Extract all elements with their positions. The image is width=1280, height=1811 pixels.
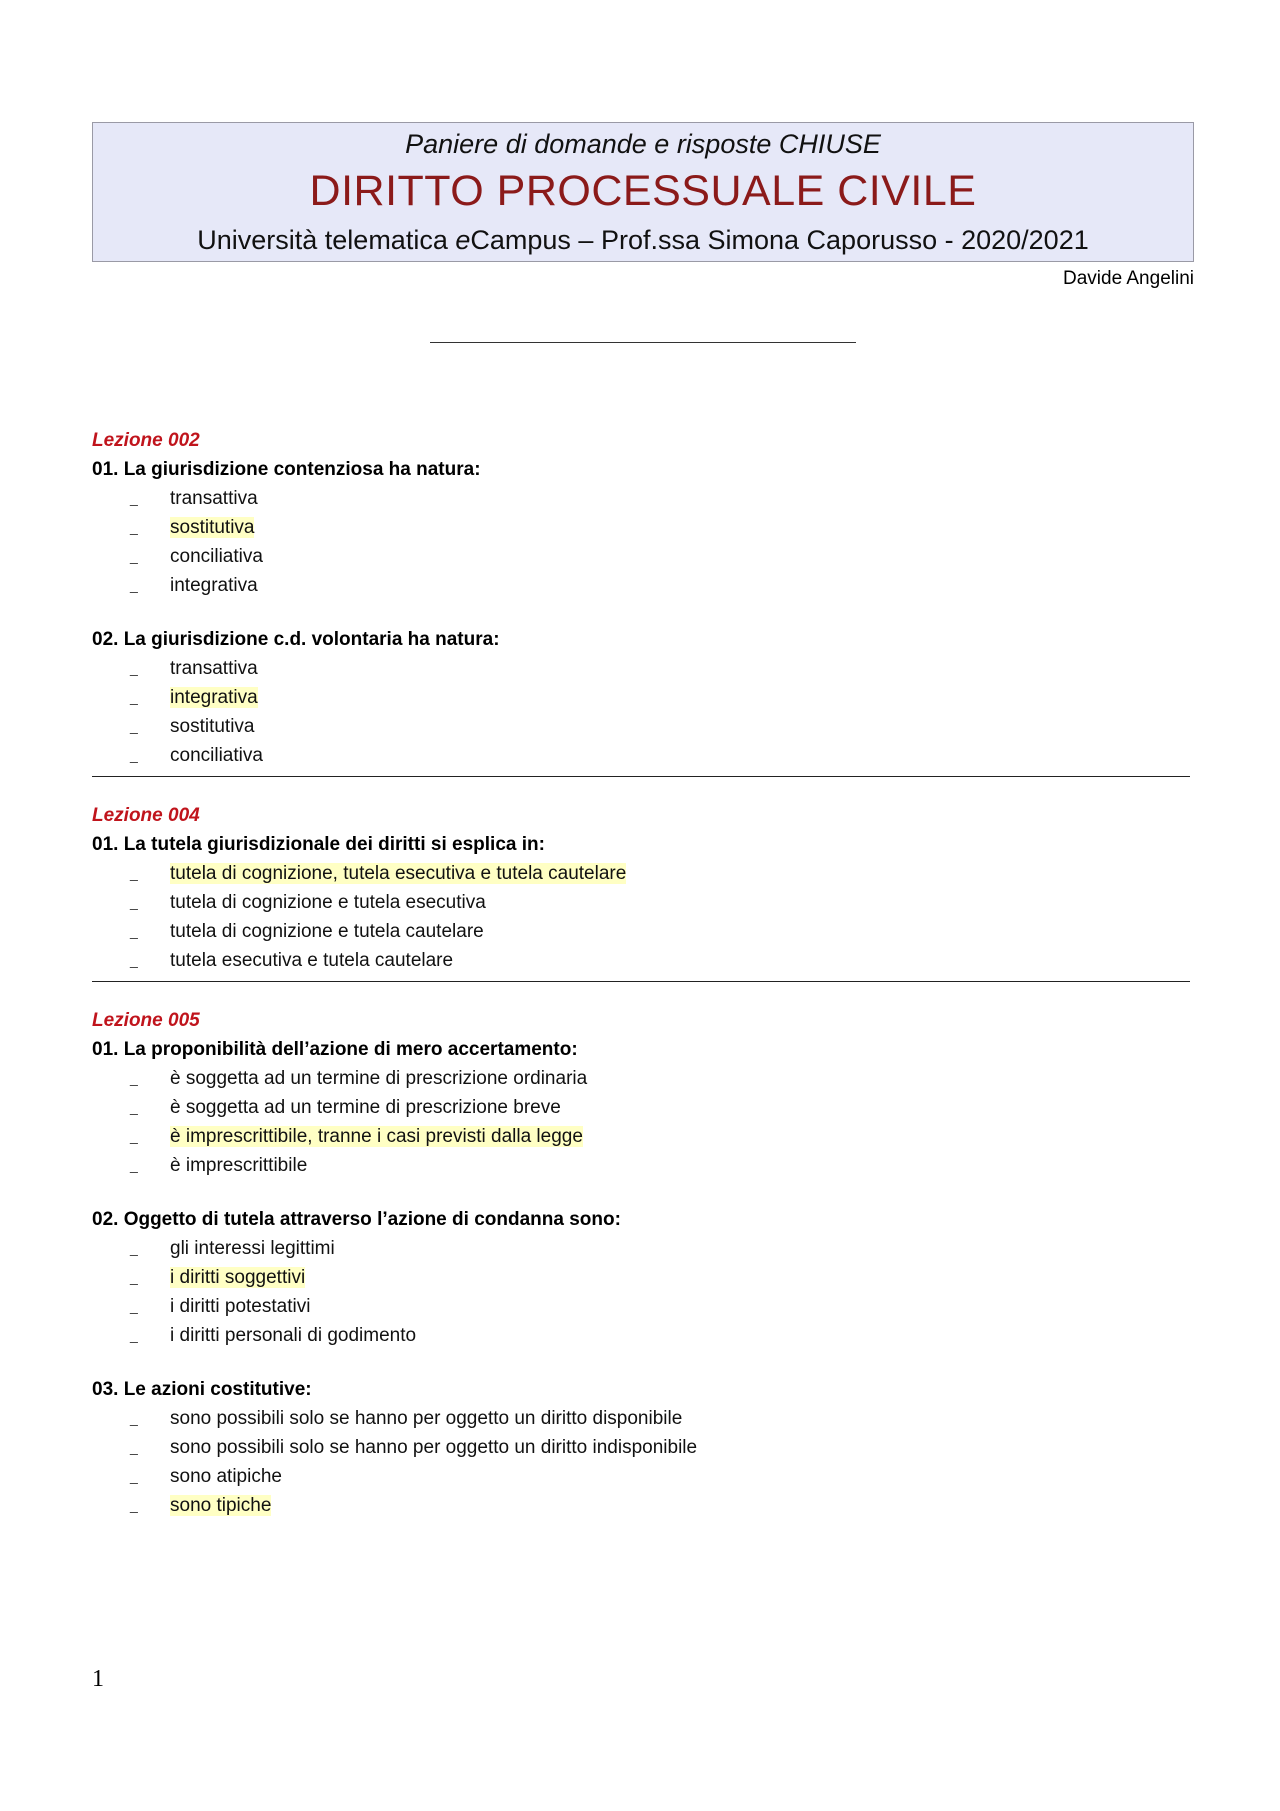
answer-item (130, 1234, 1192, 1263)
section-divider (92, 981, 1190, 982)
answer-item (130, 888, 1192, 917)
answer-item (130, 683, 1192, 712)
answer-item (130, 917, 1192, 946)
header-subtitle (93, 129, 1193, 160)
answer-item (130, 1462, 1192, 1491)
answer-item (130, 1064, 1192, 1093)
section-divider (92, 776, 1190, 777)
dash-bullet-icon: _ (130, 1240, 138, 1256)
header-university (93, 225, 1193, 256)
answer-item (130, 1093, 1192, 1122)
answer-item (130, 859, 1192, 888)
answer-item (130, 946, 1192, 975)
question-text: 01. La giurisdizione contenziosa ha natura: (92, 459, 481, 480)
answer-item (130, 1151, 1192, 1180)
dash-bullet-icon: _ (130, 894, 138, 910)
answer-text: sono possibili solo se hanno per oggetto un diritto disponibile (170, 1408, 683, 1429)
answer-item (130, 1491, 1192, 1520)
correct-answer-text: tutela di cognizione, tutela esecutiva e tutela cautelare (170, 863, 627, 884)
correct-answer-text: sono tipiche (170, 1495, 272, 1516)
dash-bullet-icon: _ (130, 1099, 138, 1115)
dash-bullet-icon: _ (130, 577, 138, 593)
dash-bullet-icon: _ (130, 490, 138, 506)
header-subtitle-emphasis: CHIUSE (778, 129, 881, 159)
answer-text: sostitutiva (170, 716, 255, 737)
dash-bullet-icon: _ (130, 689, 138, 705)
answer-text: sono possibili solo se hanno per oggetto un diritto indisponibile (170, 1437, 698, 1458)
dash-bullet-icon: _ (130, 548, 138, 564)
header-box (92, 122, 1194, 262)
question-text: 01. La proponibilità dell’azione di mero accertamento: (92, 1039, 578, 1060)
answer-item (130, 513, 1192, 542)
answer-item (130, 741, 1192, 770)
question-gap (92, 600, 1192, 625)
answer-text: integrativa (170, 575, 258, 596)
dash-bullet-icon: _ (130, 1497, 138, 1513)
lesson-heading: Lezione 005 (92, 1010, 200, 1031)
university-suffix: Campus – Prof.ssa Simona Caporusso - 2020/2021 (470, 225, 1089, 255)
answer-text: tutela esecutiva e tutela cautelare (170, 950, 454, 971)
dash-bullet-icon: _ (130, 1468, 138, 1484)
answer-text: è imprescrittibile (170, 1155, 308, 1176)
answer-item (130, 571, 1192, 600)
questions-content (92, 426, 1192, 1520)
dash-bullet-icon: _ (130, 660, 138, 676)
dash-bullet-icon: _ (130, 718, 138, 734)
answer-item (130, 1122, 1192, 1151)
dash-bullet-icon: _ (130, 1439, 138, 1455)
answer-text: sono atipiche (170, 1466, 282, 1487)
page-number: 1 (92, 1666, 104, 1692)
university-e: e (455, 225, 471, 255)
answer-text: i diritti potestativi (170, 1296, 311, 1317)
answer-text: gli interessi legittimi (170, 1238, 335, 1259)
answer-item (130, 654, 1192, 683)
correct-answer-text: sostitutiva (170, 517, 255, 538)
answer-text: tutela di cognizione e tutela cautelare (170, 921, 484, 942)
dash-bullet-icon: _ (130, 1070, 138, 1086)
answer-item (130, 1404, 1192, 1433)
dash-bullet-icon: _ (130, 865, 138, 881)
dash-bullet-icon: _ (130, 1157, 138, 1173)
short-rule (430, 342, 856, 343)
correct-answer-text: integrativa (170, 687, 258, 708)
answer-list (92, 654, 1192, 770)
answer-text: è soggetta ad un termine di prescrizione breve (170, 1097, 561, 1118)
header-subtitle-prefix: Paniere di domande e risposte (405, 129, 779, 159)
correct-answer-text: i diritti soggettivi (170, 1267, 306, 1288)
question-text: 02. Oggetto di tutela attraverso l’azione di condanna sono: (92, 1209, 621, 1230)
answer-item (130, 484, 1192, 513)
answer-text: tutela di cognizione e tutela esecutiva (170, 892, 486, 913)
dash-bullet-icon: _ (130, 952, 138, 968)
answer-item (130, 1321, 1192, 1350)
lesson-heading: Lezione 004 (92, 805, 200, 826)
answer-text: conciliativa (170, 546, 263, 567)
author-name: Davide Angelini (1063, 268, 1194, 289)
question-gap (92, 1180, 1192, 1205)
answer-item (130, 1292, 1192, 1321)
document-title: DIRITTO PROCESSUALE CIVILE (309, 167, 977, 215)
answer-text: transattiva (170, 658, 258, 679)
answer-list (92, 859, 1192, 975)
answer-item (130, 542, 1192, 571)
question-text: 03. Le azioni costitutive: (92, 1379, 312, 1400)
answer-list (92, 1064, 1192, 1180)
answer-item (130, 1263, 1192, 1292)
answer-item (130, 1433, 1192, 1462)
answer-text: conciliativa (170, 745, 263, 766)
dash-bullet-icon: _ (130, 1269, 138, 1285)
dash-bullet-icon: _ (130, 923, 138, 939)
answer-list (92, 484, 1192, 600)
answer-list (92, 1404, 1192, 1520)
lesson-heading: Lezione 002 (92, 430, 200, 451)
university-prefix: Università telematica (197, 225, 456, 255)
answer-item (130, 712, 1192, 741)
dash-bullet-icon: _ (130, 1327, 138, 1343)
dash-bullet-icon: _ (130, 1128, 138, 1144)
answer-list (92, 1234, 1192, 1350)
question-gap (92, 1350, 1192, 1375)
dash-bullet-icon: _ (130, 1410, 138, 1426)
question-text: 01. La tutela giurisdizionale dei diritti si esplica in: (92, 834, 545, 855)
answer-text: è soggetta ad un termine di prescrizione ordinaria (170, 1068, 588, 1089)
dash-bullet-icon: _ (130, 1298, 138, 1314)
answer-text: transattiva (170, 488, 258, 509)
answer-text: i diritti personali di godimento (170, 1325, 417, 1346)
question-text: 02. La giurisdizione c.d. volontaria ha natura: (92, 629, 500, 650)
correct-answer-text: è imprescrittibile, tranne i casi previsti dalla legge (170, 1126, 583, 1147)
dash-bullet-icon: _ (130, 747, 138, 763)
dash-bullet-icon: _ (130, 519, 138, 535)
